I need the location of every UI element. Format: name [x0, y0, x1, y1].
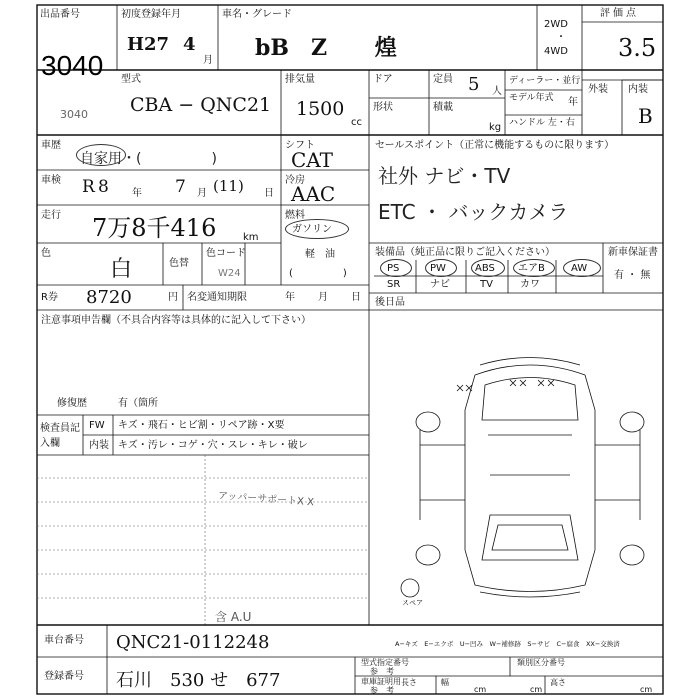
- drive-2wd: 2WD: [544, 19, 568, 30]
- type-designation-ref: 参 考: [370, 667, 394, 676]
- load-label: 積載: [433, 102, 453, 113]
- category-number-label: 類別区分番号: [517, 658, 565, 667]
- grade-exterior-label: 外装: [588, 84, 608, 95]
- shift-label: シフト: [285, 140, 315, 151]
- drive-dot: ・: [556, 32, 566, 43]
- equipment-tv: TV: [480, 279, 493, 290]
- fw-label: FW: [89, 420, 105, 431]
- inspection-month: 7: [175, 177, 186, 197]
- registration-label: 初度登録年月: [121, 9, 181, 20]
- equipment-aw: AW: [571, 263, 588, 274]
- abs-circle: [471, 259, 505, 277]
- repair-label: 修復歴: [57, 398, 87, 409]
- fuel-other: ( ): [289, 268, 347, 279]
- aw-circle: [563, 259, 601, 277]
- repair-value: 有（箇所: [118, 398, 158, 409]
- vehicle-width-label: 幅: [441, 678, 449, 687]
- model-value: CBA − QNC21: [130, 94, 272, 116]
- usage-value: 自家用・( ): [80, 151, 217, 167]
- delivery-label: 後日品: [375, 297, 405, 308]
- mileage-label: 走行: [41, 210, 61, 221]
- fuel-gasoline: ガソリン: [292, 224, 332, 235]
- notes-label: 注意事項申告欄（不具合内容等は具体的に記入して下さい）: [41, 315, 311, 326]
- fw-text: キズ・飛石・ヒビ割・リペア跡・X要: [118, 420, 285, 431]
- vehicle-length-label: 長さ: [401, 678, 417, 687]
- chassis-label: 車台番号: [44, 635, 84, 646]
- shift-value: CAT: [291, 148, 333, 172]
- seats-label: 定員: [433, 74, 453, 85]
- handle-label: ハンドル 左・右: [509, 118, 575, 128]
- ps-circle: [380, 259, 412, 277]
- seats-value: 5: [468, 74, 480, 95]
- warranty-label: 新車保証書: [608, 247, 658, 258]
- fuel-label: 燃料: [285, 210, 305, 221]
- recycle-label: R券: [41, 292, 58, 303]
- doors-label: ドア: [373, 74, 393, 85]
- doors-shape-label: 形状: [373, 102, 393, 113]
- diagram-legend: A−キズ E−エクボ U−凹み W−補修跡 S−サビ C−腐食 XX−交換済: [395, 640, 620, 648]
- color-code-label: 色コード: [206, 248, 246, 259]
- equipment-airbag: エアB: [518, 263, 545, 274]
- load-unit: kg: [489, 122, 502, 133]
- sales-points-line1: 社外 ナビ・TV: [378, 164, 511, 188]
- inspection-month-unit: 月: [197, 188, 207, 199]
- grade-label: 評価点: [600, 8, 639, 19]
- vehicle-cert-label: 車庫証明用: [361, 677, 401, 686]
- equipment-leather: カワ: [520, 279, 540, 290]
- mileage-value: 7万8千416: [92, 214, 217, 242]
- car-name-label: 車名・グレード: [222, 9, 292, 20]
- spare-label: スペア: [402, 599, 423, 607]
- airbag-circle: [513, 259, 555, 277]
- vehicle-cert-ref: 参 考: [370, 686, 394, 695]
- mileage-unit: km: [243, 232, 259, 243]
- warranty-value: 有 ・ 無: [614, 270, 651, 281]
- vehicle-length-unit: cm: [474, 685, 487, 694]
- model-year-label: モデル年式: [509, 93, 554, 103]
- lot-number: 3040: [41, 50, 104, 81]
- inspection-year-unit: 年: [132, 188, 142, 199]
- grade-interior-label: 内装: [628, 84, 648, 95]
- name-change-day: 日: [351, 292, 361, 303]
- lot-label: 出品番号: [40, 9, 80, 20]
- displacement-unit: cc: [351, 117, 362, 128]
- lot-scribble: 3040: [60, 108, 88, 121]
- equipment-abs: ABS: [475, 263, 495, 274]
- recycle-unit: 円: [168, 292, 178, 303]
- car-name-value: bB Z 煌: [255, 35, 397, 61]
- recycle-value: 8720: [86, 287, 132, 308]
- model-year-unit: 年: [568, 97, 578, 108]
- vehicle-height-unit: cm: [640, 685, 653, 694]
- inspection-era: R: [82, 177, 95, 197]
- type-designation-label: 型式指定番号: [361, 658, 409, 667]
- model-label: 型式: [121, 74, 141, 85]
- grade-value: 3.5: [618, 34, 657, 62]
- fuel-diesel: 軽 油: [305, 249, 335, 260]
- displacement-value: 1500: [296, 98, 345, 120]
- usage-circle: [76, 144, 126, 166]
- interior-label: 内装: [89, 440, 109, 451]
- equipment-pw: PW: [430, 263, 446, 274]
- sales-points-label: セールスポイント（正常に機能するものに限ります）: [375, 140, 615, 151]
- registration-month-unit: 月: [203, 55, 213, 66]
- dealer-label: ディーラー・並行: [509, 76, 581, 86]
- usage-label: 車歴: [41, 140, 61, 151]
- color-tone-label: 色替: [169, 258, 189, 269]
- color-code: W24: [218, 268, 241, 279]
- name-change-year: 年: [285, 292, 295, 303]
- interior-text: キズ・汚レ・コゲ・穴・スレ・キレ・破レ: [118, 440, 308, 451]
- ac-value: AAC: [291, 182, 336, 206]
- inspection-day-unit: 日: [264, 188, 274, 199]
- equipment-sr: SR: [387, 279, 401, 290]
- displacement-label: 排気量: [285, 74, 315, 85]
- checker-note-2: 含 A.U: [215, 610, 252, 624]
- plate-value: 石川 530 せ 677: [116, 670, 281, 691]
- sales-points-line2: ETC ・ バックカメラ: [378, 200, 569, 224]
- drive-4wd: 4WD: [544, 46, 568, 57]
- vehicle-height-label: 高さ: [550, 678, 566, 687]
- plate-label: 登録番号: [44, 671, 84, 682]
- pw-circle: [425, 259, 457, 277]
- inspection-year: 8: [98, 177, 109, 197]
- name-change-label: 名変通知期限: [187, 292, 247, 303]
- seats-unit: 人: [492, 86, 502, 97]
- color-value: 白: [110, 257, 133, 282]
- car-body-diagram: [400, 350, 660, 600]
- chassis-value: QNC21-0112248: [116, 632, 270, 653]
- registration-month: 4: [183, 34, 196, 55]
- checker-note-1: アッパーサポートX X: [217, 490, 315, 509]
- fuel-gasoline-circle: [285, 219, 349, 239]
- inspection-label: 車検: [41, 175, 61, 186]
- grade-interior-value: B: [638, 104, 653, 128]
- vehicle-width-unit: cm: [530, 685, 543, 694]
- checker-label: 検査員記入欄: [40, 423, 80, 449]
- color-label: 色: [41, 248, 51, 259]
- name-change-month: 月: [318, 292, 328, 303]
- equipment-label: 装備品（純正品に限りご記入ください）: [375, 247, 555, 258]
- equipment-navi: ナビ: [430, 279, 450, 290]
- equipment-ps: PS: [387, 263, 400, 274]
- registration-year: H27: [127, 34, 170, 55]
- ac-label: 冷房: [285, 175, 305, 186]
- inspection-day: (11): [213, 177, 244, 195]
